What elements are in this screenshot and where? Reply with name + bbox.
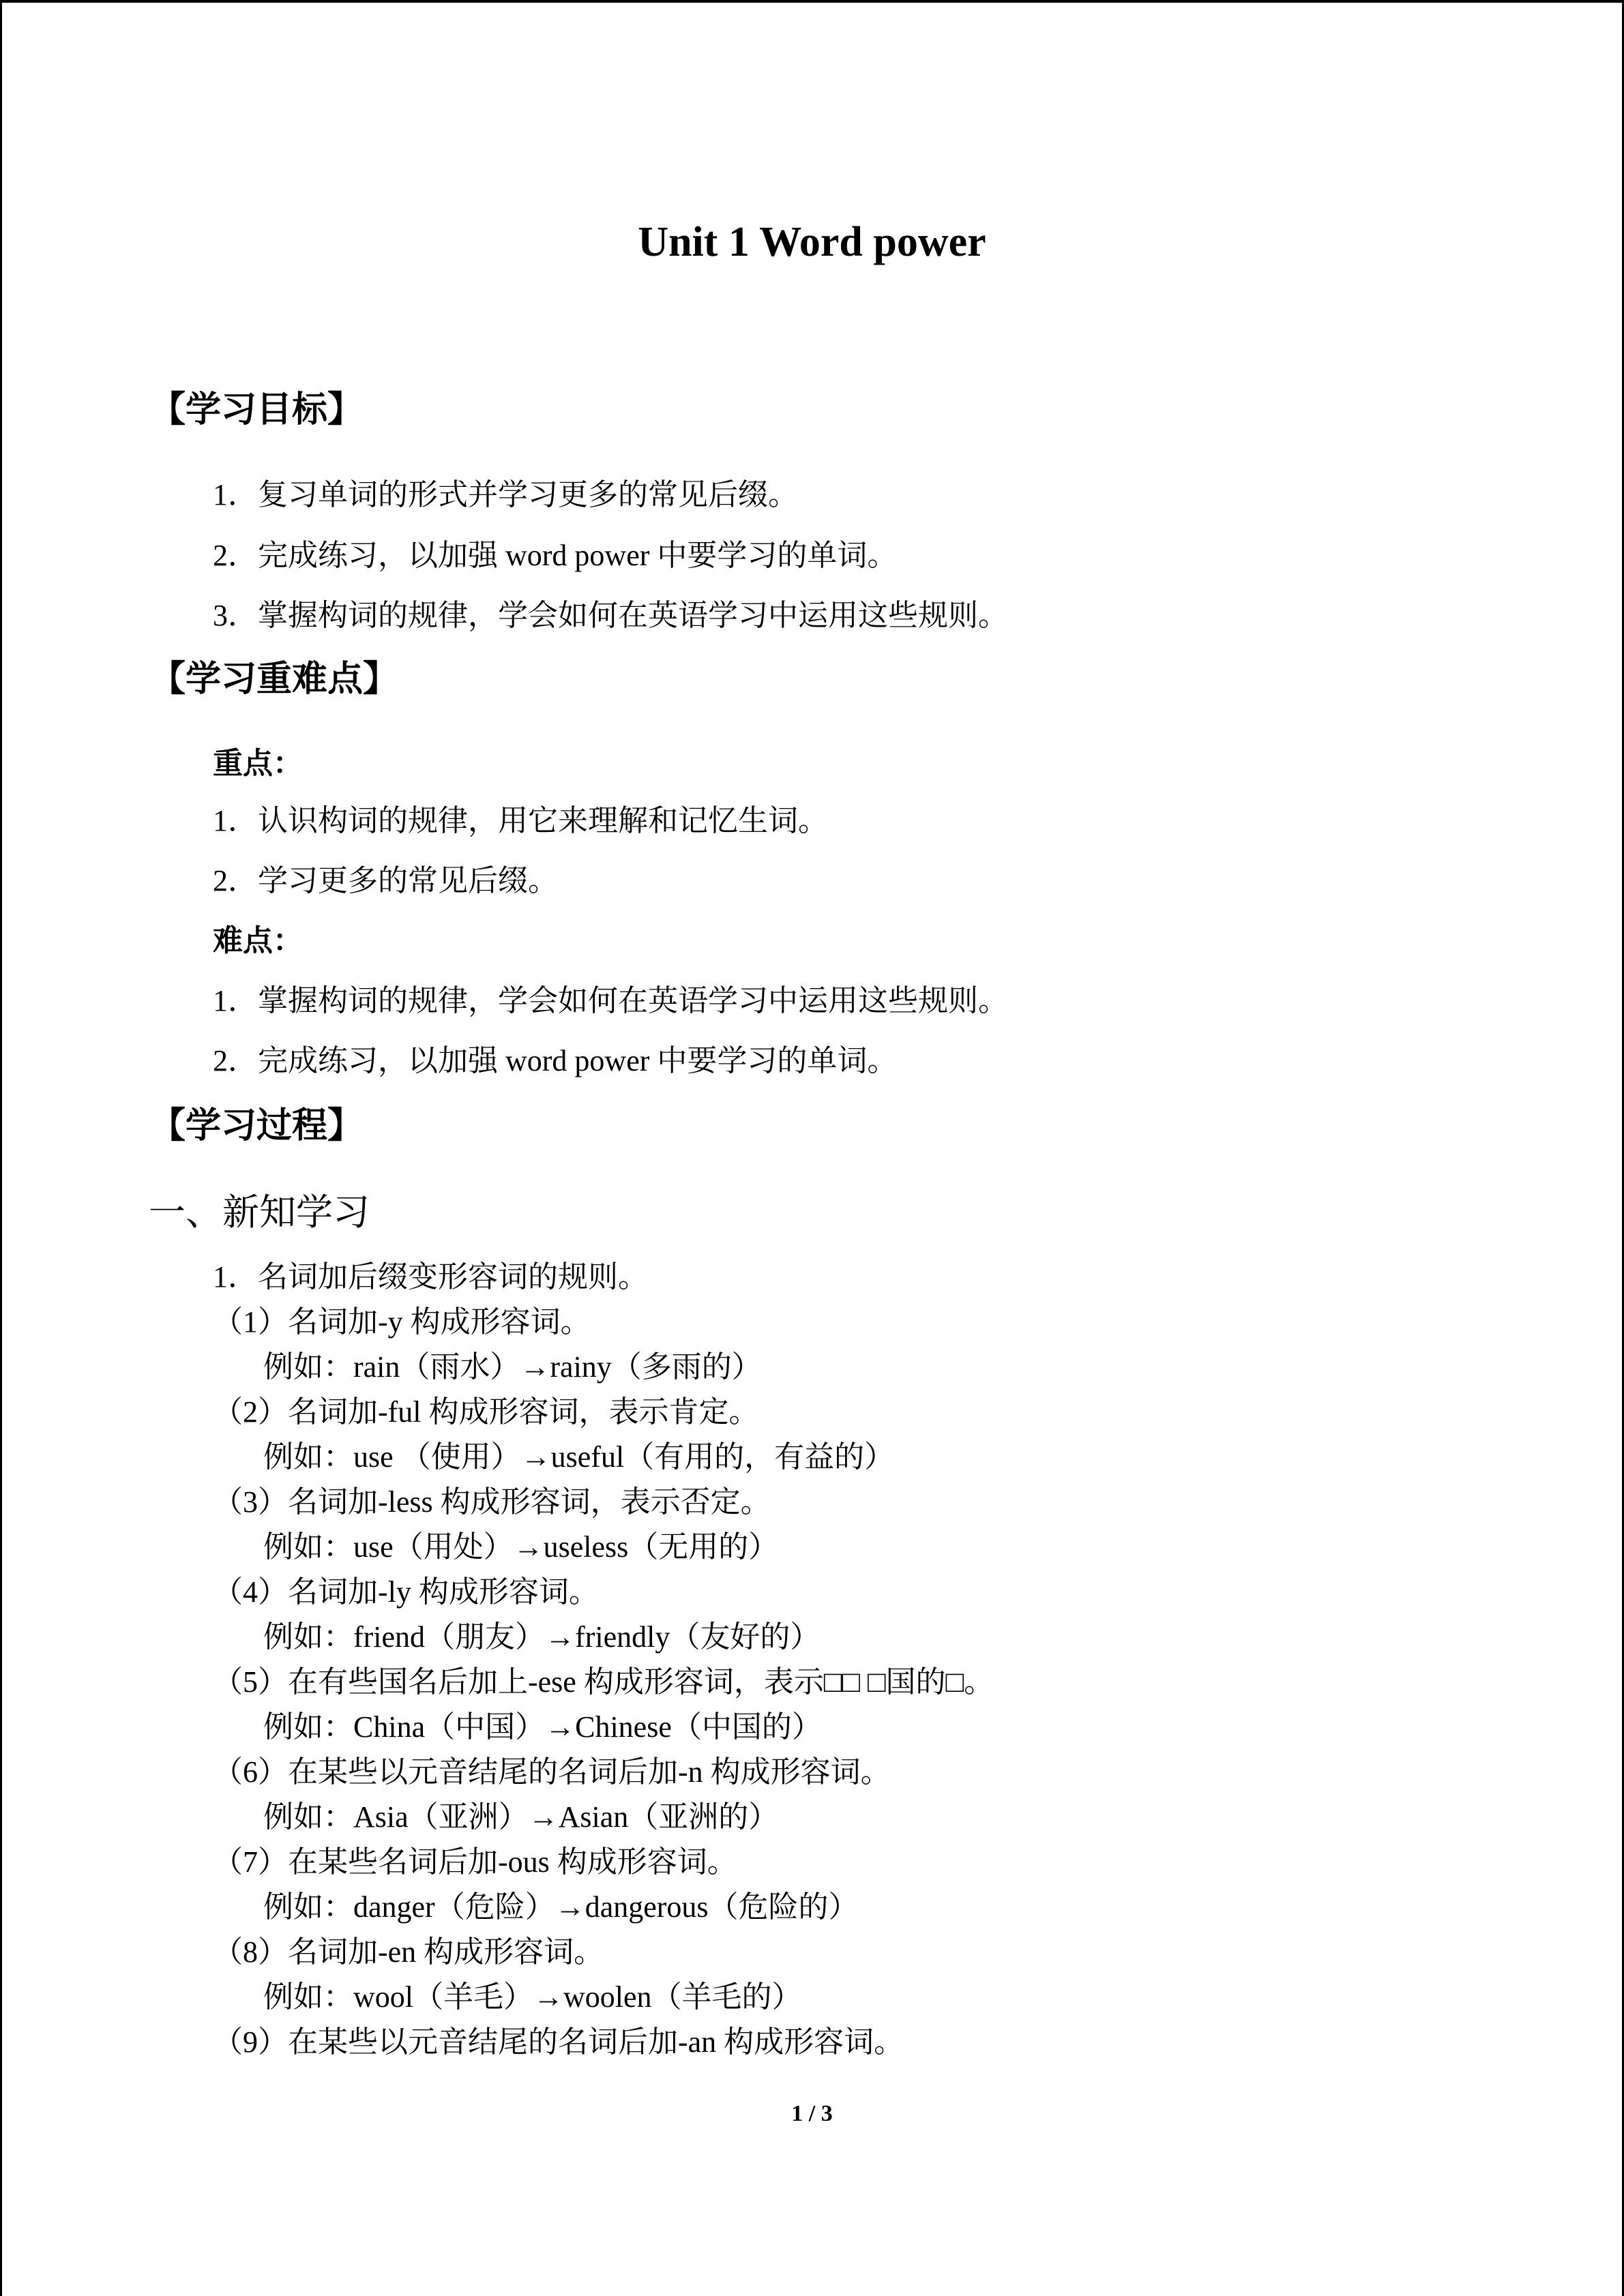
rule-line: （3）名词加-less 构成形容词，表示否定。 (213, 1485, 771, 1519)
rule-line: （8）名词加-en 构成形容词。 (213, 1935, 604, 1969)
goal-item: 1．复习单词的形式并学习更多的常见后缀。 (213, 478, 798, 511)
focus-item: 1．认识构词的规律，用它来理解和记忆生词。 (213, 804, 828, 837)
rule-line: （9）在某些以元音结尾的名词后加-an 构成形容词。 (213, 2025, 904, 2059)
focus-label: 重点： (213, 747, 303, 780)
document-title: Unit 1 Word power (638, 219, 986, 265)
process-heading: 【学习过程】 (150, 1107, 364, 1146)
goal-item: 2．完成练习，以加强 word power 中要学习的单词。 (213, 539, 898, 572)
goals-heading: 【学习目标】 (150, 391, 364, 430)
rule-line: （4）名词加-ly 构成形容词。 (213, 1575, 599, 1609)
example-line: 例如：danger（危险）→dangerous（危险的） (263, 1890, 859, 1924)
focus-item: 2．学习更多的常见后缀。 (213, 864, 558, 897)
example-line: 例如：use（用处）→useless（无用的） (263, 1530, 779, 1564)
example-line: 例如：wool（羊毛）→woolen（羊毛的） (263, 1980, 802, 2014)
example-line: 例如：Asia（亚洲）→Asian（亚洲的） (263, 1800, 779, 1834)
difficulty-item: 1．掌握构词的规律，学会如何在英语学习中运用这些规则。 (213, 984, 1008, 1017)
example-line: 例如：rain（雨水）→rainy（多雨的） (263, 1350, 762, 1384)
page-left-border (0, 0, 2, 2296)
example-line: 例如：friend（朋友）→friendly（友好的） (263, 1620, 821, 1654)
rule-line: （7）在某些名词后加-ous 构成形容词。 (213, 1845, 737, 1879)
rules-intro: 1．名词加后缀变形容词的规则。 (213, 1260, 648, 1294)
page-top-border (0, 0, 1624, 3)
difficulty-item: 2．完成练习，以加强 word power 中要学习的单词。 (213, 1044, 898, 1077)
difficulty-label: 难点： (213, 924, 303, 957)
rule-line: （1）名词加-y 构成形容词。 (213, 1305, 591, 1339)
rule-line: （6）在某些以元音结尾的名词后加-n 构成形容词。 (213, 1755, 891, 1789)
new-knowledge-heading: 一、新知学习 (149, 1192, 370, 1233)
page-number: 1 / 3 (791, 2101, 833, 2126)
goal-item: 3．掌握构词的规律，学会如何在英语学习中运用这些规则。 (213, 599, 1008, 632)
example-line: 例如：use （使用）→useful（有用的，有益的） (263, 1440, 895, 1474)
key-points-heading: 【学习重难点】 (150, 660, 399, 699)
rule-line: （5）在有些国名后加上-ese 构成形容词，表示□□ □国的□。 (213, 1665, 994, 1699)
example-line: 例如：China（中国）→Chinese（中国的） (263, 1710, 822, 1744)
rule-line: （2）名词加-ful 构成形容词，表示肯定。 (213, 1395, 759, 1429)
